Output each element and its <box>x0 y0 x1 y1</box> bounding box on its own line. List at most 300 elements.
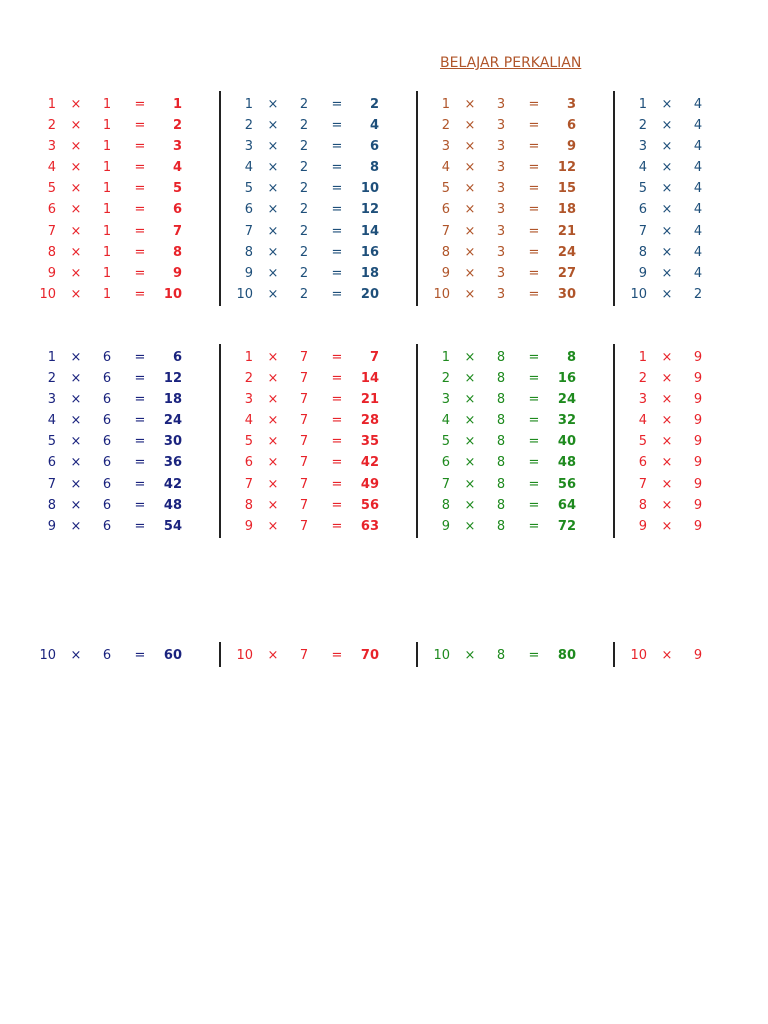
times-sign: × <box>70 476 82 492</box>
equals-sign: = <box>528 202 540 218</box>
multiplier: 3 <box>496 244 506 260</box>
table-row <box>428 646 608 667</box>
table-row <box>625 646 768 667</box>
equals-sign: = <box>331 160 343 176</box>
table-row <box>34 453 214 474</box>
equals-sign: = <box>528 97 540 112</box>
multiplicand: 2 <box>441 371 450 387</box>
multiplier: 6 <box>102 518 112 534</box>
table-row <box>231 264 411 285</box>
times-sign: × <box>464 97 476 112</box>
times-sign: × <box>661 371 673 387</box>
product: 5 <box>172 181 182 197</box>
times-sign: × <box>661 286 673 302</box>
table-row <box>428 411 608 432</box>
multiplier: 2 <box>299 139 309 155</box>
product: 16 <box>557 371 576 387</box>
multiplicand: 1 <box>441 350 450 365</box>
multiplication-table7-mid <box>231 348 411 538</box>
multiplier: 9 <box>693 648 703 663</box>
times-sign: × <box>267 223 279 239</box>
multiplicand: 6 <box>638 202 647 218</box>
multiplier: 7 <box>299 392 309 408</box>
product: 18 <box>360 265 379 281</box>
times-sign: × <box>267 202 279 218</box>
multiplier: 2 <box>299 181 309 197</box>
multiplicand: 6 <box>244 202 253 218</box>
times-sign: × <box>70 160 82 176</box>
table-row <box>231 179 411 200</box>
equals-sign: = <box>528 476 540 492</box>
times-sign: × <box>661 244 673 260</box>
times-sign: × <box>661 476 673 492</box>
multiplicand: 6 <box>638 455 647 471</box>
equals-sign: = <box>134 648 146 663</box>
multiplicand: 10 <box>236 648 253 663</box>
table-row <box>428 369 608 390</box>
table-row <box>231 411 411 432</box>
times-sign: × <box>661 434 673 450</box>
times-sign: × <box>70 181 82 197</box>
multiplicand: 8 <box>47 497 56 513</box>
equals-sign: = <box>528 518 540 534</box>
times-sign: × <box>267 455 279 471</box>
times-sign: × <box>70 350 82 365</box>
times-sign: × <box>267 497 279 513</box>
multiplier: 3 <box>496 223 506 239</box>
table-row <box>34 116 214 137</box>
equals-sign: = <box>528 160 540 176</box>
multiplier: 6 <box>102 648 112 663</box>
multiplier: 7 <box>299 497 309 513</box>
product: 6 <box>172 202 182 218</box>
table-row <box>231 475 411 496</box>
multiplicand: 7 <box>47 223 56 239</box>
times-sign: × <box>70 97 82 112</box>
column-divider <box>613 344 615 538</box>
multiplication-table3-top <box>428 95 608 306</box>
multiplier: 2 <box>299 202 309 218</box>
multiplier: 4 <box>693 202 703 218</box>
multiplicand: 8 <box>638 497 647 513</box>
multiplicand: 2 <box>638 371 647 387</box>
times-sign: × <box>464 434 476 450</box>
product: 14 <box>360 223 379 239</box>
times-sign: × <box>70 413 82 429</box>
multiplication-table2-top <box>231 95 411 306</box>
column-divider <box>416 91 418 306</box>
multiplication-table9-mid <box>625 348 768 538</box>
times-sign: × <box>464 455 476 471</box>
multiplier: 2 <box>299 265 309 281</box>
product: 4 <box>172 160 182 176</box>
multiplicand: 7 <box>47 476 56 492</box>
times-sign: × <box>267 434 279 450</box>
table-row <box>625 475 768 496</box>
multiplicand: 7 <box>638 223 647 239</box>
times-sign: × <box>661 455 673 471</box>
times-sign: × <box>464 497 476 513</box>
equals-sign: = <box>134 181 146 197</box>
product: 14 <box>360 371 379 387</box>
times-sign: × <box>267 265 279 281</box>
multiplication-table8-mid <box>428 348 608 538</box>
multiplicand: 10 <box>39 648 56 663</box>
product: 7 <box>172 223 182 239</box>
table-row <box>625 243 768 264</box>
column-divider <box>416 642 418 667</box>
product: 40 <box>557 434 576 450</box>
times-sign: × <box>70 434 82 450</box>
multiplier: 4 <box>693 97 703 112</box>
times-sign: × <box>267 139 279 155</box>
table-row <box>428 158 608 179</box>
table-row <box>428 137 608 158</box>
table-row <box>231 222 411 243</box>
multiplicand: 10 <box>630 286 647 302</box>
product: 12 <box>557 160 576 176</box>
table-row <box>231 200 411 221</box>
multiplier: 1 <box>102 265 112 281</box>
product: 42 <box>163 476 182 492</box>
equals-sign: = <box>331 518 343 534</box>
multiplicand: 5 <box>638 181 647 197</box>
times-sign: × <box>661 265 673 281</box>
table-row <box>231 243 411 264</box>
equals-sign: = <box>134 118 146 134</box>
product: 54 <box>163 518 182 534</box>
multiplicand: 8 <box>638 244 647 260</box>
equals-sign: = <box>134 476 146 492</box>
multiplier: 9 <box>693 371 703 387</box>
multiplier: 3 <box>496 139 506 155</box>
multiplicand: 3 <box>441 139 450 155</box>
multiplicand: 9 <box>441 265 450 281</box>
multiplier: 1 <box>102 160 112 176</box>
times-sign: × <box>267 648 279 663</box>
multiplier: 6 <box>102 497 112 513</box>
multiplier: 6 <box>102 434 112 450</box>
multiplier: 8 <box>496 392 506 408</box>
multiplicand: 1 <box>47 350 56 365</box>
multiplier: 8 <box>496 518 506 534</box>
times-sign: × <box>464 160 476 176</box>
column-divider <box>416 344 418 538</box>
multiplicand: 3 <box>638 392 647 408</box>
multiplier: 6 <box>102 371 112 387</box>
times-sign: × <box>464 350 476 365</box>
equals-sign: = <box>331 497 343 513</box>
multiplicand: 5 <box>441 181 450 197</box>
times-sign: × <box>464 518 476 534</box>
times-sign: × <box>70 497 82 513</box>
times-sign: × <box>464 371 476 387</box>
table-row <box>231 453 411 474</box>
multiplier: 7 <box>299 350 309 365</box>
multiplier: 1 <box>102 244 112 260</box>
equals-sign: = <box>528 244 540 260</box>
table-row <box>625 411 768 432</box>
multiplier: 2 <box>299 160 309 176</box>
product: 16 <box>360 244 379 260</box>
table-row <box>231 95 411 116</box>
table-row <box>34 264 214 285</box>
multiplicand: 4 <box>441 413 450 429</box>
equals-sign: = <box>528 413 540 429</box>
table-row <box>625 158 768 179</box>
product: 24 <box>163 413 182 429</box>
multiplier: 8 <box>496 476 506 492</box>
table-row <box>34 475 214 496</box>
multiplier: 7 <box>299 413 309 429</box>
equals-sign: = <box>331 139 343 155</box>
table-row <box>625 200 768 221</box>
multiplier: 1 <box>102 118 112 134</box>
multiplier: 9 <box>693 350 703 365</box>
equals-sign: = <box>331 202 343 218</box>
times-sign: × <box>661 97 673 112</box>
table-row <box>625 137 768 158</box>
multiplier: 9 <box>693 413 703 429</box>
product: 48 <box>163 497 182 513</box>
multiplicand: 1 <box>638 97 647 112</box>
times-sign: × <box>267 244 279 260</box>
table-row <box>34 179 214 200</box>
times-sign: × <box>267 476 279 492</box>
equals-sign: = <box>331 455 343 471</box>
table-row <box>34 200 214 221</box>
multiplicand: 3 <box>244 392 253 408</box>
times-sign: × <box>70 371 82 387</box>
times-sign: × <box>661 202 673 218</box>
multiplier: 2 <box>693 286 703 302</box>
multiplier: 4 <box>693 181 703 197</box>
table-row <box>34 222 214 243</box>
equals-sign: = <box>331 413 343 429</box>
multiplicand: 9 <box>244 518 253 534</box>
multiplicand: 9 <box>47 265 56 281</box>
multiplicand: 8 <box>441 244 450 260</box>
table-row <box>231 116 411 137</box>
table-row <box>428 243 608 264</box>
table-row <box>428 222 608 243</box>
table-row <box>231 390 411 411</box>
equals-sign: = <box>134 265 146 281</box>
table-row <box>625 517 768 538</box>
multiplier: 3 <box>496 202 506 218</box>
product: 9 <box>566 139 576 155</box>
times-sign: × <box>267 371 279 387</box>
multiplier: 8 <box>496 371 506 387</box>
multiplicand: 4 <box>47 413 56 429</box>
times-sign: × <box>464 392 476 408</box>
multiplicand: 6 <box>244 455 253 471</box>
product: 80 <box>557 648 576 663</box>
table-row <box>34 95 214 116</box>
multiplicand: 4 <box>441 160 450 176</box>
multiplicand: 2 <box>47 118 56 134</box>
multiplier: 7 <box>299 455 309 471</box>
multiplicand: 9 <box>441 518 450 534</box>
multiplicand: 4 <box>638 160 647 176</box>
multiplier: 8 <box>496 455 506 471</box>
times-sign: × <box>661 413 673 429</box>
equals-sign: = <box>134 434 146 450</box>
product: 24 <box>557 392 576 408</box>
multiplier: 1 <box>102 223 112 239</box>
table-row <box>34 517 214 538</box>
product: 2 <box>369 97 379 112</box>
multiplicand: 7 <box>244 476 253 492</box>
page-title: BELAJAR PERKALIAN <box>440 55 582 71</box>
product: 9 <box>172 265 182 281</box>
table-row <box>625 453 768 474</box>
multiplicand: 10 <box>236 286 253 302</box>
multiplication-table6-bottom <box>34 646 214 667</box>
equals-sign: = <box>134 371 146 387</box>
multiplier: 9 <box>693 455 703 471</box>
multiplicand: 5 <box>441 434 450 450</box>
multiplicand: 1 <box>47 97 56 112</box>
product: 3 <box>566 97 576 112</box>
equals-sign: = <box>134 350 146 365</box>
column-divider <box>613 642 615 667</box>
equals-sign: = <box>528 350 540 365</box>
multiplier: 3 <box>496 97 506 112</box>
multiplicand: 5 <box>244 434 253 450</box>
product: 12 <box>360 202 379 218</box>
product: 6 <box>369 139 379 155</box>
equals-sign: = <box>528 371 540 387</box>
table-row <box>625 285 768 306</box>
times-sign: × <box>70 392 82 408</box>
equals-sign: = <box>134 139 146 155</box>
times-sign: × <box>267 118 279 134</box>
equals-sign: = <box>331 244 343 260</box>
table-row <box>625 390 768 411</box>
times-sign: × <box>70 118 82 134</box>
multiplicand: 1 <box>441 97 450 112</box>
times-sign: × <box>267 413 279 429</box>
multiplicand: 8 <box>441 497 450 513</box>
product: 6 <box>566 118 576 134</box>
multiplicand: 7 <box>244 223 253 239</box>
table-row <box>231 496 411 517</box>
times-sign: × <box>661 223 673 239</box>
table-row <box>34 158 214 179</box>
times-sign: × <box>70 648 82 663</box>
product: 8 <box>172 244 182 260</box>
table-row <box>428 432 608 453</box>
multiplicand: 3 <box>47 139 56 155</box>
multiplier: 4 <box>693 244 703 260</box>
product: 12 <box>163 371 182 387</box>
column-divider <box>219 91 221 306</box>
times-sign: × <box>267 392 279 408</box>
equals-sign: = <box>134 518 146 534</box>
product: 28 <box>360 413 379 429</box>
product: 20 <box>360 286 379 302</box>
product: 6 <box>172 350 182 365</box>
product: 42 <box>360 455 379 471</box>
multiplicand: 4 <box>47 160 56 176</box>
times-sign: × <box>70 518 82 534</box>
multiplicand: 8 <box>244 244 253 260</box>
times-sign: × <box>661 497 673 513</box>
multiplicand: 1 <box>638 350 647 365</box>
equals-sign: = <box>331 286 343 302</box>
times-sign: × <box>464 648 476 663</box>
equals-sign: = <box>331 350 343 365</box>
times-sign: × <box>70 455 82 471</box>
multiplicand: 7 <box>638 476 647 492</box>
multiplicand: 2 <box>638 118 647 134</box>
equals-sign: = <box>528 223 540 239</box>
table-row <box>428 390 608 411</box>
multiplier: 7 <box>299 476 309 492</box>
multiplicand: 4 <box>244 160 253 176</box>
equals-sign: = <box>134 413 146 429</box>
times-sign: × <box>464 202 476 218</box>
table-row <box>625 179 768 200</box>
multiplicand: 4 <box>638 413 647 429</box>
table-row <box>625 348 768 369</box>
times-sign: × <box>661 350 673 365</box>
equals-sign: = <box>134 244 146 260</box>
multiplier: 4 <box>693 139 703 155</box>
equals-sign: = <box>134 97 146 112</box>
times-sign: × <box>70 286 82 302</box>
times-sign: × <box>70 223 82 239</box>
multiplicand: 9 <box>47 518 56 534</box>
multiplication-table6-mid <box>34 348 214 538</box>
table-row <box>625 369 768 390</box>
multiplicand: 10 <box>630 648 647 663</box>
multiplication-table8-bottom <box>428 646 608 667</box>
table-row <box>428 348 608 369</box>
times-sign: × <box>267 160 279 176</box>
product: 32 <box>557 413 576 429</box>
table-row <box>231 348 411 369</box>
multiplicand: 10 <box>433 648 450 663</box>
equals-sign: = <box>331 97 343 112</box>
multiplicand: 6 <box>47 202 56 218</box>
multiplicand: 2 <box>244 371 253 387</box>
table-row <box>34 411 214 432</box>
multiplicand: 7 <box>441 476 450 492</box>
table-row <box>34 496 214 517</box>
equals-sign: = <box>331 476 343 492</box>
table-row <box>231 517 411 538</box>
table-row <box>428 264 608 285</box>
product: 15 <box>557 181 576 197</box>
table-row <box>428 285 608 306</box>
equals-sign: = <box>331 392 343 408</box>
product: 1 <box>172 97 182 112</box>
product: 60 <box>163 648 182 663</box>
table-row <box>625 95 768 116</box>
times-sign: × <box>70 244 82 260</box>
equals-sign: = <box>134 202 146 218</box>
product: 7 <box>369 350 379 365</box>
multiplier: 3 <box>496 181 506 197</box>
multiplicand: 3 <box>47 392 56 408</box>
product: 72 <box>557 518 576 534</box>
product: 36 <box>163 455 182 471</box>
product: 35 <box>360 434 379 450</box>
multiplicand: 3 <box>244 139 253 155</box>
multiplier: 7 <box>299 648 309 663</box>
